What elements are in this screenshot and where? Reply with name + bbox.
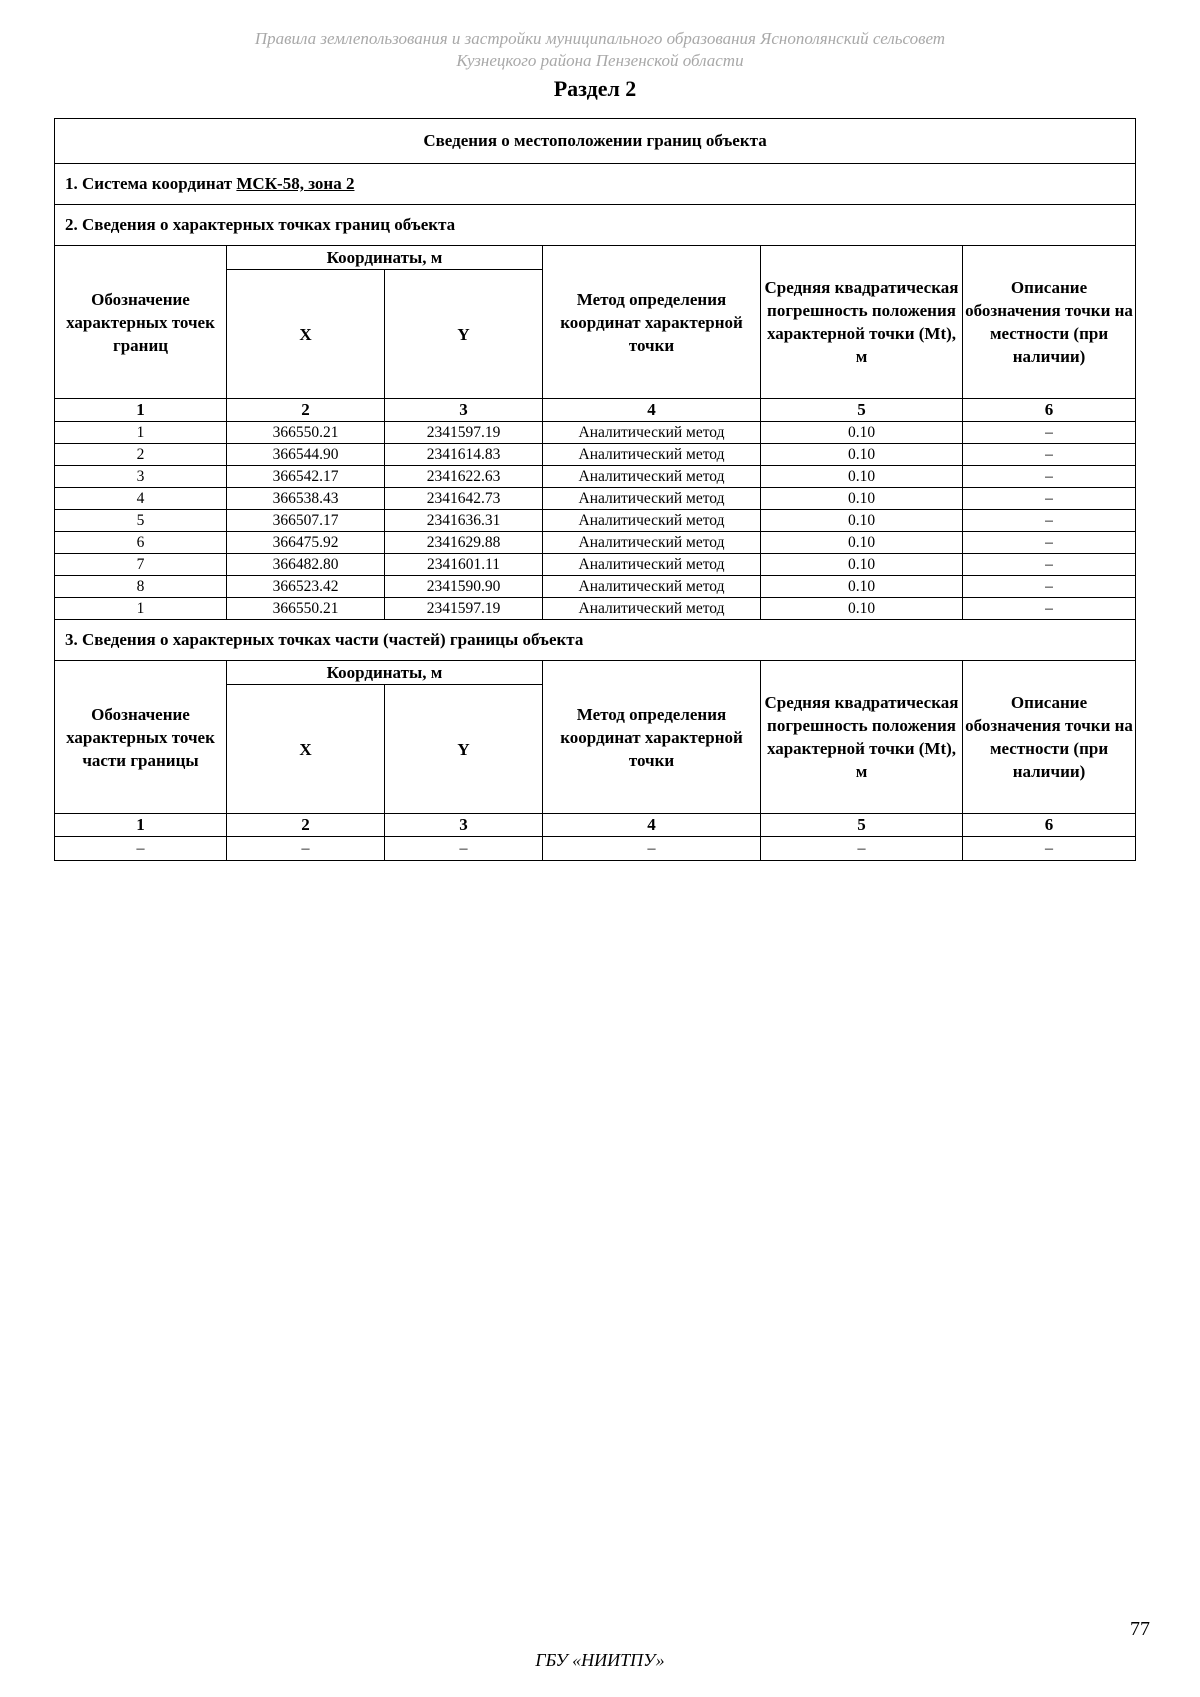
- accuracy-cell: 0.10: [761, 488, 963, 510]
- description-cell: –: [963, 837, 1136, 861]
- table-row: [55, 532, 1136, 554]
- header-part-point-designation: Обозначение характерных точек части границы: [55, 661, 227, 814]
- y-cell: 2341636.31: [385, 510, 543, 532]
- point-id-cell: 7: [55, 554, 227, 576]
- coord-system-row: [55, 164, 1136, 205]
- point-id-cell: –: [55, 837, 227, 861]
- header-description: Описание обозначения точки на местности (при наличии): [963, 246, 1136, 399]
- column-number: 4: [543, 814, 761, 837]
- column-number: 1: [55, 399, 227, 422]
- accuracy-cell: 0.10: [761, 554, 963, 576]
- method-cell: Аналитический метод: [543, 510, 761, 532]
- x-cell: 366507.17: [227, 510, 385, 532]
- column-number: 2: [227, 399, 385, 422]
- method-cell: Аналитический метод: [543, 422, 761, 444]
- accuracy-cell: 0.10: [761, 532, 963, 554]
- description-cell: –: [963, 444, 1136, 466]
- description-cell: –: [963, 554, 1136, 576]
- y-cell: 2341590.90: [385, 576, 543, 598]
- accuracy-cell: 0.10: [761, 598, 963, 620]
- method-cell: Аналитический метод: [543, 576, 761, 598]
- column-number: 5: [761, 814, 963, 837]
- x-cell: –: [227, 837, 385, 861]
- header-coordinates: Координаты, м: [227, 246, 543, 270]
- header-x: X: [227, 685, 385, 814]
- header-method: Метод определения координат характерной точки: [543, 246, 761, 399]
- point-id-cell: 1: [55, 422, 227, 444]
- accuracy-cell: 0.10: [761, 576, 963, 598]
- column-number: 1: [55, 814, 227, 837]
- table-row: [55, 576, 1136, 598]
- accuracy-cell: 0.10: [761, 510, 963, 532]
- accuracy-cell: –: [761, 837, 963, 861]
- y-cell: 2341597.19: [385, 598, 543, 620]
- x-cell: 366544.90: [227, 444, 385, 466]
- description-cell: –: [963, 598, 1136, 620]
- table-row: [55, 510, 1136, 532]
- boundary-table-body: [55, 119, 1136, 861]
- accuracy-cell: 0.10: [761, 422, 963, 444]
- column-number: 3: [385, 814, 543, 837]
- y-cell: 2341622.63: [385, 466, 543, 488]
- column-number: 4: [543, 399, 761, 422]
- y-cell: 2341597.19: [385, 422, 543, 444]
- x-cell: 366550.21: [227, 422, 385, 444]
- table-row: [55, 598, 1136, 620]
- table-row: [55, 837, 1136, 861]
- header-coordinates: Координаты, м: [227, 661, 543, 685]
- point-id-cell: 8: [55, 576, 227, 598]
- x-cell: 366475.92: [227, 532, 385, 554]
- page-header-line1: Правила землепользования и застройки муниципального образования Яснополянский сельсовет: [254, 29, 946, 48]
- header-accuracy: Средняя квадратическая погрешность положения характерной точки (Mt), м: [761, 246, 963, 399]
- x-cell: 366542.17: [227, 466, 385, 488]
- table-title: Сведения о местоположении границ объекта: [55, 119, 1136, 164]
- header-description: Описание обозначения точки на местности (при наличии): [963, 661, 1136, 814]
- boundary-table: [54, 118, 1136, 861]
- description-cell: –: [963, 466, 1136, 488]
- accuracy-cell: 0.10: [761, 444, 963, 466]
- coord-system-label: 1. Система координат: [65, 174, 237, 193]
- page-header: [0, 28, 1200, 72]
- method-cell: Аналитический метод: [543, 444, 761, 466]
- header-x: X: [227, 270, 385, 399]
- header-method: Метод определения координат характерной точки: [543, 661, 761, 814]
- method-cell: Аналитический метод: [543, 598, 761, 620]
- section3-title: 3. Сведения о характерных точках части (частей) границы объекта: [55, 620, 1136, 661]
- header-point-designation: Обозначение характерных точек границ: [55, 246, 227, 399]
- point-id-cell: 5: [55, 510, 227, 532]
- description-cell: –: [963, 532, 1136, 554]
- section2-title: 2. Сведения о характерных точках границ объекта: [55, 205, 1136, 246]
- x-cell: 366538.43: [227, 488, 385, 510]
- table-row: [55, 554, 1136, 576]
- header-y: Y: [385, 685, 543, 814]
- table-row: [55, 488, 1136, 510]
- column-number: 3: [385, 399, 543, 422]
- column-number: 2: [227, 814, 385, 837]
- table-row: [55, 466, 1136, 488]
- x-cell: 366482.80: [227, 554, 385, 576]
- table-row: [55, 422, 1136, 444]
- description-cell: –: [963, 422, 1136, 444]
- header-accuracy: Средняя квадратическая погрешность положения характерной точки (Mt), м: [761, 661, 963, 814]
- column-number: 6: [963, 399, 1136, 422]
- description-cell: –: [963, 576, 1136, 598]
- y-cell: 2341614.83: [385, 444, 543, 466]
- method-cell: Аналитический метод: [543, 488, 761, 510]
- header-y: Y: [385, 270, 543, 399]
- accuracy-cell: 0.10: [761, 466, 963, 488]
- method-cell: Аналитический метод: [543, 532, 761, 554]
- description-cell: –: [963, 510, 1136, 532]
- page-header-line2: Кузнецкого района Пензенской области: [456, 51, 744, 70]
- column-number-row: [55, 399, 1136, 422]
- y-cell: –: [385, 837, 543, 861]
- x-cell: 366523.42: [227, 576, 385, 598]
- column-number-row: [55, 814, 1136, 837]
- section-title: Раздел 2: [553, 76, 637, 101]
- method-cell: Аналитический метод: [543, 554, 761, 576]
- method-cell: –: [543, 837, 761, 861]
- point-id-cell: 4: [55, 488, 227, 510]
- y-cell: 2341601.11: [385, 554, 543, 576]
- column-number: 5: [761, 399, 963, 422]
- page-number: 77: [1130, 1618, 1150, 1640]
- y-cell: 2341642.73: [385, 488, 543, 510]
- y-cell: 2341629.88: [385, 532, 543, 554]
- description-cell: –: [963, 488, 1136, 510]
- method-cell: Аналитический метод: [543, 466, 761, 488]
- point-id-cell: 3: [55, 466, 227, 488]
- coord-system-value: МСК-58, зона 2: [236, 174, 355, 193]
- x-cell: 366550.21: [227, 598, 385, 620]
- point-id-cell: 2: [55, 444, 227, 466]
- column-number: 6: [963, 814, 1136, 837]
- page-footer: ГБУ «НИИТПУ»: [535, 1650, 665, 1670]
- table-row: [55, 444, 1136, 466]
- point-id-cell: 1: [55, 598, 227, 620]
- point-id-cell: 6: [55, 532, 227, 554]
